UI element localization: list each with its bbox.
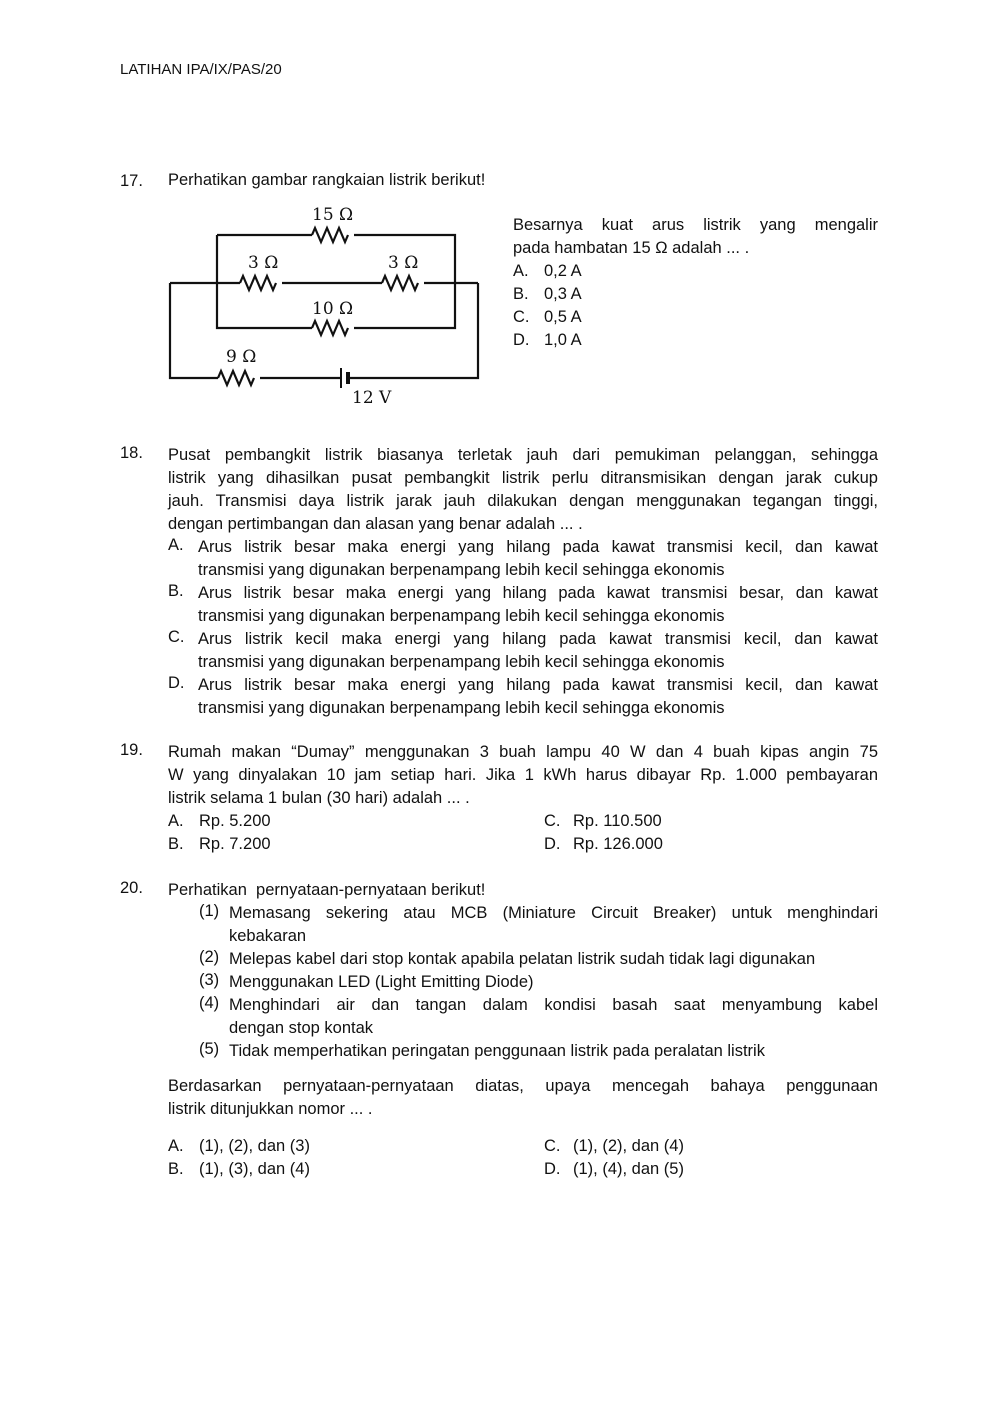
statement-2	[199, 948, 878, 971]
question-18-number: 18.	[120, 444, 143, 462]
question-18-stem	[168, 444, 878, 536]
statement-label: (5)	[199, 1040, 220, 1058]
option-label: B.	[513, 285, 529, 303]
statement-text: dengan stop kontak	[229, 1019, 374, 1037]
question-18-options	[168, 536, 878, 720]
question-19-option-d[interactable]	[544, 833, 663, 856]
resistor-3-right-symbol	[382, 276, 418, 290]
question-20-option-a[interactable]	[168, 1135, 310, 1158]
resistor-15-symbol	[312, 228, 348, 242]
question-17-option-b	[513, 283, 878, 306]
resistor-10-symbol	[312, 321, 348, 335]
statement-label: (4)	[199, 994, 220, 1012]
option-label: D.	[513, 331, 530, 349]
question-18-option-c[interactable]	[168, 628, 878, 674]
option-label: A.	[168, 536, 184, 554]
stem-line: Pusat pembangkit listrik biasanya terletak jauh dari pemukiman pelanggan, sehingga	[168, 446, 878, 464]
option-label: D.	[168, 674, 185, 692]
label-9-ohm: 9 Ω	[226, 347, 257, 367]
question-19-option-b[interactable]	[168, 833, 271, 856]
question-17-option-d	[513, 329, 878, 352]
statement-label: (2)	[199, 948, 220, 966]
option-text: Arus listrik kecil maka energi yang hilang pada kawat transmisi kecil, dan kawat	[198, 630, 878, 648]
statement-5	[199, 1040, 878, 1063]
statement-1	[199, 902, 878, 948]
stem-line: listrik yang dihasilkan pusat pembangkit listrik perlu ditransmisikan dengan jarak cukup	[168, 469, 878, 487]
conclusion-line: Berdasarkan pernyataan-pernyataan diatas, upaya mencegah bahaya penggunaan	[168, 1077, 878, 1095]
option-label: C.	[168, 628, 185, 646]
option-label: C.	[544, 812, 561, 830]
option-text: Rp. 126.000	[573, 835, 663, 853]
question-19-number: 19.	[120, 741, 143, 759]
statement-text: Memasang sekering atau MCB (Miniature Circuit Breaker) untuk menghindari	[229, 904, 878, 922]
label-3-ohm-left: 3 Ω	[248, 253, 279, 273]
resistor-3-left-symbol	[240, 276, 276, 290]
statement-4	[199, 994, 878, 1040]
statement-text: Menggunakan LED (Light Emitting Diode)	[229, 973, 534, 991]
question-20-option-b[interactable]	[168, 1158, 310, 1181]
statement-text: Menghindari air dan tangan dalam kondisi basah saat menyambung kabel	[229, 996, 878, 1014]
question-20-number: 20.	[120, 879, 143, 897]
stem-line: jauh. Transmisi daya listrik jarak jauh dilakukan dengan menggunakan tegangan tinggi,	[168, 492, 878, 510]
option-label: D.	[544, 1160, 561, 1178]
option-label: D.	[544, 835, 561, 853]
question-20-statements	[199, 902, 878, 1063]
conclusion-line: listrik ditunjukkan nomor ... .	[168, 1100, 373, 1118]
question-17-prompt-line: Besarnya kuat arus listrik yang mengalir	[513, 216, 878, 234]
question-19-option-a[interactable]	[168, 810, 271, 833]
label-15-ohm: 15 Ω	[312, 205, 354, 225]
question-20-option-d[interactable]	[544, 1158, 684, 1181]
statement-label: (1)	[199, 902, 220, 920]
question-17-stem: Perhatikan gambar rangkaian listrik berikut!	[168, 171, 486, 189]
statement-text: Melepas kabel dari stop kontak apabila pelatan listrik sudah tidak lagi digunakan	[229, 950, 816, 968]
option-label: A.	[168, 812, 184, 830]
question-17-prompt	[513, 214, 878, 352]
option-text: (1), (3), dan (4)	[199, 1160, 310, 1178]
option-text: transmisi yang digunakan berpenampang lebih kecil sehingga ekonomis	[198, 653, 725, 671]
question-20-option-c[interactable]	[544, 1135, 684, 1158]
option-text: Rp. 110.500	[573, 812, 662, 830]
option-text[interactable]: 0,2 A	[544, 262, 582, 280]
option-text: (1), (2), dan (3)	[199, 1137, 310, 1155]
stem-line: dengan pertimbangan dan alasan yang benar adalah ... .	[168, 515, 583, 533]
option-label: B.	[168, 1160, 184, 1178]
option-label: A.	[168, 1137, 184, 1155]
option-text: Rp. 5.200	[199, 812, 271, 830]
label-3-ohm-right: 3 Ω	[388, 253, 419, 273]
option-label: C.	[513, 308, 530, 326]
page-header: LATIHAN IPA/IX/PAS/20	[120, 61, 282, 78]
question-17-option-a	[513, 260, 878, 283]
label-10-ohm: 10 Ω	[312, 299, 354, 319]
question-17-prompt-line: pada hambatan 15 Ω adalah ... .	[513, 239, 750, 257]
statement-label: (3)	[199, 971, 220, 989]
question-18-option-d[interactable]	[168, 674, 878, 720]
question-19-option-c[interactable]	[544, 810, 662, 833]
option-text: transmisi yang digunakan berpenampang lebih kecil sehingga ekonomis	[198, 699, 725, 717]
stem-line: listrik selama 1 bulan (30 hari) adalah ... .	[168, 789, 470, 807]
resistor-9-symbol	[218, 371, 254, 385]
option-text: (1), (4), dan (5)	[573, 1160, 684, 1178]
option-text[interactable]: 0,3 A	[544, 285, 582, 303]
stem-line: Rumah makan “Dumay” menggunakan 3 buah lampu 40 W dan 4 buah kipas angin 75	[168, 743, 878, 761]
question-17-number: 17.	[120, 172, 143, 190]
statement-text: kebakaran	[229, 927, 307, 945]
statement-3	[199, 971, 878, 994]
option-text: transmisi yang digunakan berpenampang lebih kecil sehingga ekonomis	[198, 607, 725, 625]
question-18-option-b[interactable]	[168, 582, 878, 628]
question-17-option-c	[513, 306, 878, 329]
option-text: Arus listrik besar maka energi yang hilang pada kawat transmisi kecil, dan kawat	[198, 538, 878, 556]
option-text: (1), (2), dan (4)	[573, 1137, 684, 1155]
option-label: B.	[168, 582, 184, 600]
question-19-stem	[168, 741, 878, 810]
battery-symbol	[341, 368, 348, 388]
option-text: Arus listrik besar maka energi yang hilang pada kawat transmisi besar, dan kawat	[198, 584, 878, 602]
circuit-diagram	[160, 200, 490, 410]
stem-line: W yang dinyalakan 10 jam setiap hari. Jika 1 kWh harus dibayar Rp. 1.000 pembayaran	[168, 766, 878, 784]
question-20-conclusion	[168, 1075, 878, 1121]
option-label: B.	[168, 835, 184, 853]
question-20-stem: Perhatikan pernyataan-pernyataan berikut!	[168, 881, 486, 899]
option-text: Arus listrik besar maka energi yang hilang pada kawat transmisi kecil, dan kawat	[198, 676, 878, 694]
statement-text: Tidak memperhatikan peringatan penggunaan listrik pada peralatan listrik	[229, 1042, 765, 1060]
label-12-volt: 12 V	[352, 388, 392, 408]
option-text: Rp. 7.200	[199, 835, 271, 853]
question-18-option-a[interactable]	[168, 536, 878, 582]
option-label: A.	[513, 262, 529, 280]
option-text: transmisi yang digunakan berpenampang lebih kecil sehingga ekonomis	[198, 561, 725, 579]
option-text[interactable]: 0,5 A	[544, 308, 582, 326]
option-text[interactable]: 1,0 A	[544, 331, 582, 349]
option-label: C.	[544, 1137, 561, 1155]
